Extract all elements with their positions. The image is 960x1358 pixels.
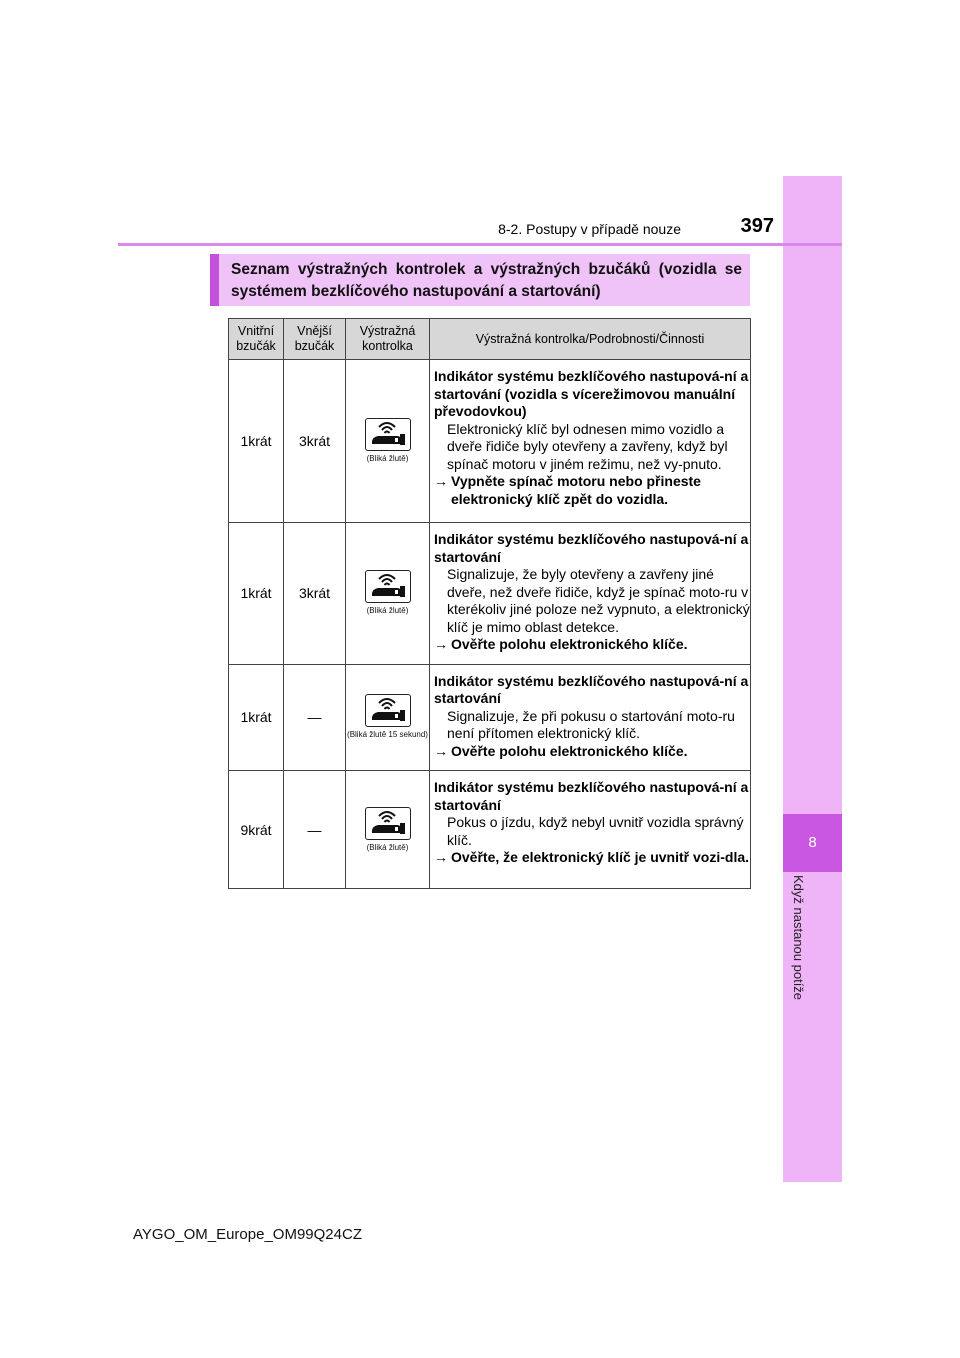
warning-light-cell	[346, 664, 430, 771]
detail-body: Pokus o jízdu, když nebyl uvnitř vozidla správný klíč.	[447, 814, 744, 848]
detail-action	[434, 473, 750, 508]
details-cell	[430, 360, 751, 523]
detail-title: Indikátor systému bezklíčového nastupová-ní a startování	[434, 531, 749, 565]
smart-key-indicator-icon	[365, 694, 411, 727]
header-divider	[118, 243, 842, 246]
arrow-icon: →	[434, 742, 448, 759]
inner-buzzer-count: 1krát	[229, 523, 284, 665]
detail-action	[434, 636, 750, 654]
detail-title: Indikátor systému bezklíčového nastupová-ní a startování (vozidla s vícerežimovou manuální převodovkou)	[434, 368, 749, 419]
outer-buzzer-count: 3krát	[284, 523, 346, 665]
page-number: 397	[740, 215, 774, 237]
detail-title: Indikátor systému bezklíčového nastupová-ní a startování	[434, 779, 749, 813]
detail-action-text: Vypněte spínač motoru nebo přineste elektronický klíč zpět do vozidla.	[451, 473, 701, 507]
detail-action-text: Ověřte polohu elektronického klíče.	[451, 636, 688, 652]
smart-key-indicator-icon	[365, 570, 411, 603]
detail-body: Elektronický klíč byl odnesen mimo vozidlo a dveře řidiče byly otevřeny a zavřeny, když byl spínač motoru v jiném režimu, než vy-pnuto.	[447, 420, 728, 472]
inner-buzzer-count: 1krát	[229, 664, 284, 771]
indicator-caption: (Bliká žlutě 15 sekund)	[347, 730, 428, 740]
warning-table	[228, 318, 751, 889]
outer-buzzer-count: —	[284, 664, 346, 771]
details-cell	[430, 664, 751, 771]
indicator	[365, 807, 411, 852]
detail-action-text: Ověřte, že elektronický klíč je uvnitř vozi-dla.	[451, 849, 750, 865]
arrow-icon: →	[434, 473, 448, 489]
detail-action-text: Ověřte polohu elektronického klíče.	[451, 742, 688, 759]
header-warning-light: Výstražná kontrolka	[346, 319, 430, 360]
outer-buzzer-count: —	[284, 771, 346, 889]
detail-body: Signalizuje, že při pokusu o startování moto-ru není přítomen elektronický klíč.	[447, 707, 735, 741]
detail-action	[434, 743, 750, 761]
section-title: 8-2. Postupy v případě nouze	[498, 221, 681, 237]
indicator-caption: (Bliká žlutě)	[366, 606, 409, 616]
detail-action	[434, 849, 750, 867]
table-row	[229, 360, 751, 523]
smart-key-indicator-icon	[365, 807, 411, 840]
indicator	[365, 570, 411, 615]
side-tab	[783, 176, 842, 1182]
header-outer-buzzer: Vnější bzučák	[284, 319, 346, 360]
detail-title: Indikátor systému bezklíčového nastupová-ní a startování	[434, 672, 749, 706]
warning-light-cell	[346, 360, 430, 523]
arrow-icon: →	[434, 636, 448, 652]
details-cell	[430, 771, 751, 889]
warning-light-cell	[346, 523, 430, 665]
indicator-caption: (Bliká žlutě)	[366, 454, 409, 463]
smart-key-indicator-icon	[365, 418, 411, 451]
inner-buzzer-count: 1krát	[229, 360, 284, 523]
details-cell	[430, 523, 751, 665]
table-row	[229, 664, 751, 771]
header-details: Výstražná kontrolka/Podrobnosti/Činnosti	[430, 319, 751, 360]
indicator	[365, 418, 411, 463]
chapter-label: Když nastanou potíže	[791, 875, 806, 1001]
document-code: AYGO_OM_Europe_OM99Q24CZ	[133, 1226, 362, 1243]
outer-buzzer-count: 3krát	[284, 360, 346, 523]
chapter-number-tab[interactable]: 8	[783, 814, 842, 872]
arrow-icon: →	[434, 849, 448, 865]
warning-light-cell	[346, 771, 430, 889]
indicator	[347, 694, 428, 739]
indicator-caption: (Bliká žlutě)	[366, 842, 409, 852]
list-title: Seznam výstražných kontrolek a výstražných bzučáků (vozidla se systémem bezklíčového nastupování a startování)	[210, 254, 750, 306]
header-inner-buzzer: Vnitřní bzučák	[229, 319, 284, 360]
detail-body: Signalizuje, že byly otevřeny a zavřeny jiné dveře, než dveře řidiče, když je spínač moto-ru v kterékoliv jiné poloze než vypnuto, a elektronický klíč je mimo oblast detekce.	[447, 566, 750, 635]
table-row	[229, 771, 751, 889]
table-row	[229, 523, 751, 665]
table-header-row	[229, 319, 751, 360]
inner-buzzer-count: 9krát	[229, 771, 284, 889]
